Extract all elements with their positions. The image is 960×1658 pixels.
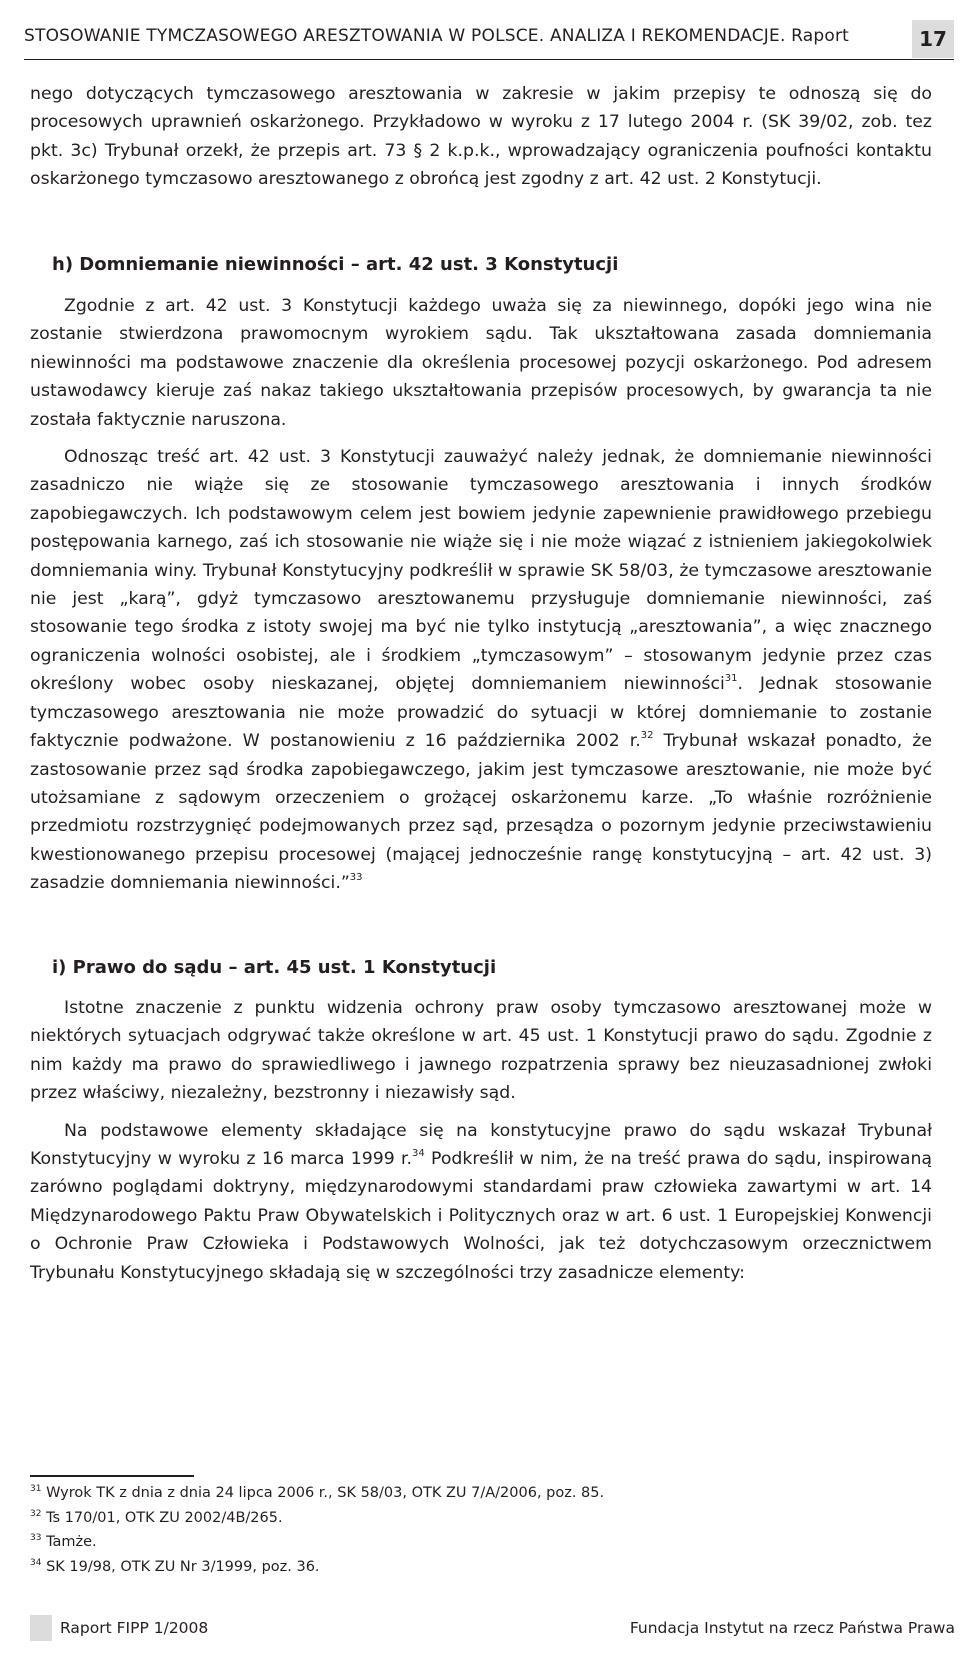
footer-report-id: Raport FIPP 1/2008: [60, 1619, 209, 1637]
body-block-3: [30, 994, 932, 1287]
footnote-ref-32[interactable]: 32: [640, 730, 654, 742]
footnote-34: $^{34}$ SK 19/98, OTK ZU Nr 3/1999, poz. 36.: [30, 1557, 320, 1575]
running-header: [24, 20, 954, 56]
paragraph-right-to-court: Istotne znaczenie z punktu widzenia ochrony praw osoby tymczasowo aresztowanej może w niektórych sytuacjach odgrywać także określone w art. 45 ust. 1 Konstytucji prawo do sądu. Zgodnie z nim każdy ma prawo do sprawiedliwego i jawnego rozpatrzenia sprawy bez nieuzasadnionej zwłoki przez właściwy, niezależny, bezstronny i niezawisły sąd.: [30, 998, 932, 1104]
section-heading-h: h) Domniemanie niewinności – art. 42 ust. 3 Konstytucji: [52, 254, 619, 275]
footnotes: [30, 1481, 932, 1579]
footnote-ref-31[interactable]: 31: [724, 673, 738, 685]
paragraph-presumption-detail: Odnosząc treść art. 42 ust. 3 Konstytucji zauważyć należy jednak, że domniemanie niewinności zasadniczo nie wiąże się ze stosowanie tymczasowego aresztowania i innych środków zapobiegawczych. Ich podstawowym celem jest bowiem jedynie zapewnienie prawidłowego przebiegu postępowania karnego, zaś ich stosowanie nie wiąże się i nie może wiązać z istnieniem jakiegokolwiek domniemania winy. Trybunał Konstytucyjny podkreślił w sprawie SK 58/03, że tymczasowe aresztowanie nie jest „karą”, gdyż tymczasowo aresztowanemu przysługuje domniemanie niewinności, zaś stosowanie tego środka z istoty swojej ma być nie tylko instytucją „aresztowania”, a więc znacznego ograniczenia wolności osobistej, ale i środkiem „tymczasowym” – stosowanym jedynie przez czas określony wobec osoby nieskazanej, objętej domniemaniem niewinności$^{31}$. Jednak stosowanie tymczasowego aresztowania nie może prowadzić do sytuacji w której domniemanie to zostanie faktycznie podważone. W postanowieniu z 16 października 2002 r.$^{32}$ Trybunał wskazał ponadto, że zastosowanie przez sąd środka zapobiegawczego, jakim jest tymczasowe aresztowanie, nie może być utożsamiane z sądowym orzeczeniem o grożącej oskarżonemu karze. „To właśnie rozróżnienie przedmiotu rozstrzygnięć podejmowanych przez sąd, przesądza o pozornym jedynie przeciwstawieniu kwestionowanego przepisu procesowej (mającej jednocześnie rangę konstytucyjną – art. 42 ust. 3) zasadzie domniemania niewinności.”$^{33}$: [30, 447, 932, 894]
footer-publisher: Fundacja Instytut na rzecz Państwa Prawa: [629, 1619, 955, 1637]
paragraph-court-elements: Na podstawowe elementy składające się na konstytucyjne prawo do sądu wskazał Trybunał Konstytucyjny w wyroku z 16 marca 1999 r.$^{34}$ Podkreślił w nim, że na treść prawa do sądu, inspirowaną zarówno poglądami doktryny, międzynarodowymi standardami praw człowieka zawartymi w art. 14 Międzynarodowego Paktu Praw Obywatelskich i Politycznych oraz w art. 6 ust. 1 Europejskiej Konwencji o Ochronie Praw Człowieka i Podstawowych Wolności, jak też dotychczasowym orzecznictwem Trybunału Konstytucyjnego składają się w szczególności trzy zasadnicze elementy:: [30, 1120, 933, 1283]
body-block-2: [30, 292, 932, 898]
footnote-31: $^{31}$ Wyrok TK z dnia z dnia 24 lipca 2006 r., SK 58/03, OTK ZU 7/A/2006, poz. 85.: [30, 1484, 605, 1501]
footer-marker: [30, 1615, 52, 1641]
footnote-divider: [30, 1475, 194, 1477]
page-number: 17: [912, 20, 954, 58]
paragraph-continuation: nego dotyczących tymczasowego aresztowania w zakresie w jakim przepisy te odnoszą się do procesowych uprawnień oskarżonego. Przykładowo w wyroku z 17 lutego 2004 r. (SK 39/02, zob. tez pkt. 3c) Trybunał orzekł, że przepis art. 73 § 2 k.p.k., wprowadzający ograniczenia poufności kontaktu oskarżonego tymczasowo aresztowanego z obrońcą jest zgodny z art. 42 ust. 2 Konstytucji.: [30, 84, 932, 190]
footnote-ref-34[interactable]: 34: [412, 1148, 425, 1160]
header-divider: [24, 59, 954, 60]
footnote-ref-33[interactable]: 33: [349, 872, 363, 884]
body-block-1: [30, 80, 932, 194]
header-title: STOSOWANIE TYMCZASOWEGO ARESZTOWANIA W POLSCE. ANALIZA I REKOMENDACJE. Raport: [24, 26, 850, 46]
footnote-32: $^{32}$ Ts 170/01, OTK ZU 2002/4B/265.: [30, 1508, 283, 1526]
footnote-33: $^{33}$ Tamże.: [30, 1533, 97, 1550]
paragraph-presumption: Zgodnie z art. 42 ust. 3 Konstytucji każdego uważa się za niewinnego, dopóki jego wina nie zostanie stwierdzona prawomocnym wyrokiem sądu. Tak ukształtowana zasada domniemania niewinności ma podstawowe znaczenie dla określenia procesowej pozycji oskarżonego. Pod adresem ustawodawcy kieruje zaś nakaz takiego ukształtowania przepisów procesowych, by gwarancja ta nie została faktycznie naruszona.: [30, 296, 932, 430]
section-heading-i: i) Prawo do sądu – art. 45 ust. 1 Konstytucji: [52, 957, 497, 978]
